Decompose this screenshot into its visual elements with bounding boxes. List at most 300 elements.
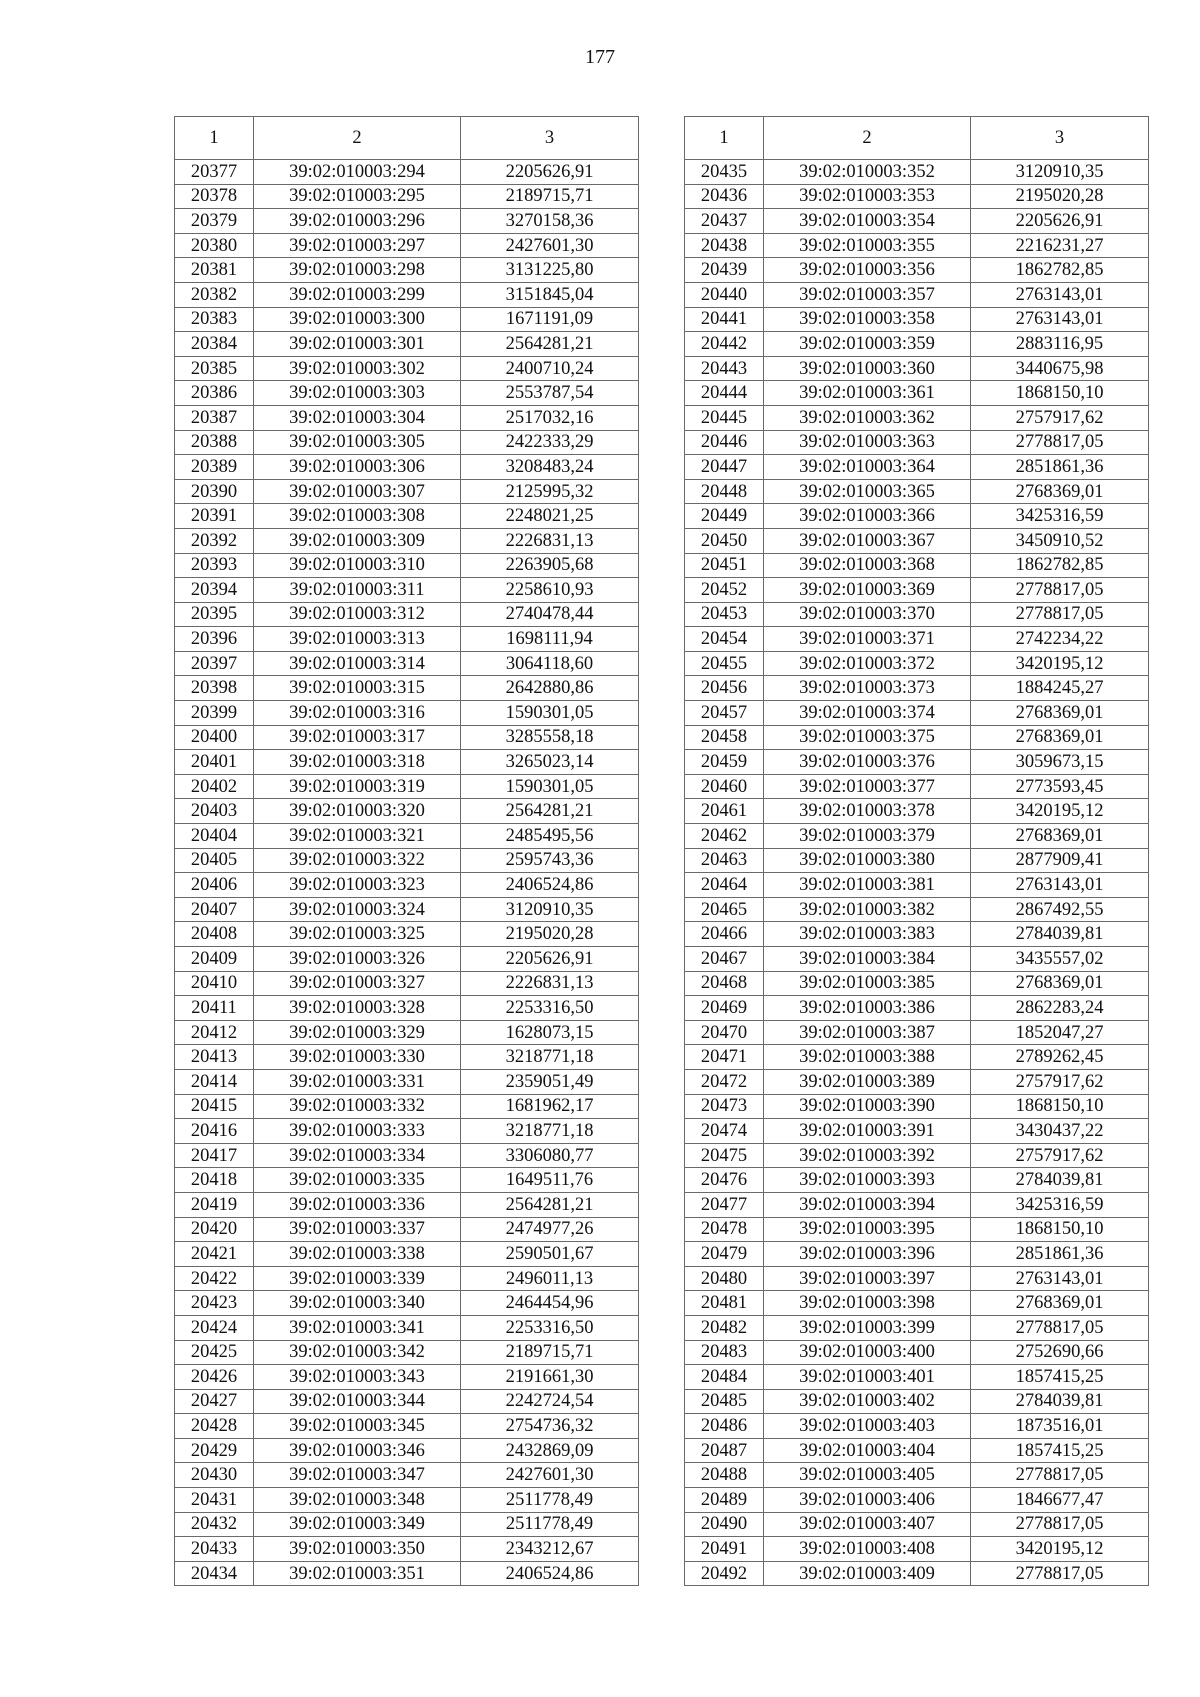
table-row xyxy=(175,799,639,824)
value-cell: 2778817,05 xyxy=(971,1463,1149,1488)
cadastral-number-cell: 39:02:010003:353 xyxy=(764,184,971,209)
table-row xyxy=(175,1414,639,1439)
cadastral-number-cell: 39:02:010003:358 xyxy=(764,307,971,332)
table-row xyxy=(685,455,1149,480)
table-row xyxy=(685,996,1149,1021)
cadastral-number-cell: 39:02:010003:314 xyxy=(254,651,461,676)
value-cell: 3218771,18 xyxy=(461,1119,639,1144)
row-number-cell: 20458 xyxy=(685,725,764,750)
data-table-left xyxy=(174,116,639,1586)
value-cell: 2595743,36 xyxy=(461,848,639,873)
value-cell: 2763143,01 xyxy=(971,1266,1149,1291)
cadastral-number-cell: 39:02:010003:399 xyxy=(764,1315,971,1340)
row-number-cell: 20483 xyxy=(685,1340,764,1365)
value-cell: 2242724,54 xyxy=(461,1389,639,1414)
cadastral-number-cell: 39:02:010003:331 xyxy=(254,1069,461,1094)
table-row xyxy=(685,897,1149,922)
table-header-row xyxy=(685,117,1149,160)
cadastral-number-cell: 39:02:010003:375 xyxy=(764,725,971,750)
cadastral-number-cell: 39:02:010003:303 xyxy=(254,381,461,406)
value-cell: 2253316,50 xyxy=(461,996,639,1021)
table-row xyxy=(685,209,1149,234)
cadastral-number-cell: 39:02:010003:398 xyxy=(764,1291,971,1316)
row-number-cell: 20481 xyxy=(685,1291,764,1316)
table-row xyxy=(175,504,639,529)
row-number-cell: 20419 xyxy=(175,1192,254,1217)
value-cell: 3208483,24 xyxy=(461,455,639,480)
row-number-cell: 20488 xyxy=(685,1463,764,1488)
cadastral-number-cell: 39:02:010003:296 xyxy=(254,209,461,234)
table-header-row xyxy=(175,117,639,160)
value-cell: 3151845,04 xyxy=(461,282,639,307)
value-cell: 2757917,62 xyxy=(971,1143,1149,1168)
table-row xyxy=(685,1488,1149,1513)
cadastral-number-cell: 39:02:010003:338 xyxy=(254,1242,461,1267)
cadastral-number-cell: 39:02:010003:365 xyxy=(764,479,971,504)
table-row xyxy=(685,1512,1149,1537)
value-cell: 2205626,91 xyxy=(461,160,639,185)
cadastral-number-cell: 39:02:010003:334 xyxy=(254,1143,461,1168)
cadastral-number-cell: 39:02:010003:348 xyxy=(254,1488,461,1513)
row-number-cell: 20432 xyxy=(175,1512,254,1537)
row-number-cell: 20484 xyxy=(685,1365,764,1390)
cadastral-number-cell: 39:02:010003:327 xyxy=(254,971,461,996)
cadastral-number-cell: 39:02:010003:381 xyxy=(764,873,971,898)
table-row xyxy=(175,1537,639,1562)
cadastral-number-cell: 39:02:010003:351 xyxy=(254,1561,461,1586)
cadastral-number-cell: 39:02:010003:319 xyxy=(254,774,461,799)
table-row xyxy=(175,1168,639,1193)
table-row xyxy=(685,282,1149,307)
table-row xyxy=(175,578,639,603)
table-row xyxy=(685,922,1149,947)
table-row xyxy=(175,1143,639,1168)
value-cell: 2740478,44 xyxy=(461,602,639,627)
cadastral-number-cell: 39:02:010003:318 xyxy=(254,750,461,775)
value-cell: 2263905,68 xyxy=(461,553,639,578)
table-row xyxy=(685,479,1149,504)
value-cell: 3306080,77 xyxy=(461,1143,639,1168)
value-cell: 2768369,01 xyxy=(971,479,1149,504)
value-cell: 2763143,01 xyxy=(971,307,1149,332)
value-cell: 2778817,05 xyxy=(971,578,1149,603)
row-number-cell: 20490 xyxy=(685,1512,764,1537)
cadastral-number-cell: 39:02:010003:321 xyxy=(254,824,461,849)
value-cell: 2205626,91 xyxy=(461,947,639,972)
row-number-cell: 20492 xyxy=(685,1561,764,1586)
value-cell: 1868150,10 xyxy=(971,381,1149,406)
cadastral-number-cell: 39:02:010003:339 xyxy=(254,1266,461,1291)
row-number-cell: 20390 xyxy=(175,479,254,504)
value-cell: 1852047,27 xyxy=(971,1020,1149,1045)
cadastral-number-cell: 39:02:010003:309 xyxy=(254,528,461,553)
column-header: 1 xyxy=(175,117,254,160)
value-cell: 2784039,81 xyxy=(971,922,1149,947)
value-cell: 2784039,81 xyxy=(971,1168,1149,1193)
cadastral-number-cell: 39:02:010003:325 xyxy=(254,922,461,947)
row-number-cell: 20427 xyxy=(175,1389,254,1414)
cadastral-number-cell: 39:02:010003:324 xyxy=(254,897,461,922)
cadastral-number-cell: 39:02:010003:370 xyxy=(764,602,971,627)
table-row xyxy=(175,356,639,381)
value-cell: 3120910,35 xyxy=(461,897,639,922)
table-row xyxy=(685,1217,1149,1242)
value-cell: 2778817,05 xyxy=(971,602,1149,627)
table-row xyxy=(175,1045,639,1070)
row-number-cell: 20472 xyxy=(685,1069,764,1094)
value-cell: 2189715,71 xyxy=(461,184,639,209)
value-cell: 1857415,25 xyxy=(971,1438,1149,1463)
column-header: 1 xyxy=(685,117,764,160)
cadastral-number-cell: 39:02:010003:380 xyxy=(764,848,971,873)
value-cell: 2195020,28 xyxy=(971,184,1149,209)
cadastral-number-cell: 39:02:010003:374 xyxy=(764,701,971,726)
value-cell: 3440675,98 xyxy=(971,356,1149,381)
table-row xyxy=(175,651,639,676)
table-row xyxy=(685,356,1149,381)
cadastral-number-cell: 39:02:010003:364 xyxy=(764,455,971,480)
row-number-cell: 20411 xyxy=(175,996,254,1021)
row-number-cell: 20462 xyxy=(685,824,764,849)
row-number-cell: 20398 xyxy=(175,676,254,701)
table-row xyxy=(685,947,1149,972)
cadastral-number-cell: 39:02:010003:343 xyxy=(254,1365,461,1390)
row-number-cell: 20475 xyxy=(685,1143,764,1168)
row-number-cell: 20409 xyxy=(175,947,254,972)
cadastral-number-cell: 39:02:010003:366 xyxy=(764,504,971,529)
table-row xyxy=(685,774,1149,799)
cadastral-number-cell: 39:02:010003:379 xyxy=(764,824,971,849)
page-number: 177 xyxy=(585,46,615,68)
value-cell: 1590301,05 xyxy=(461,701,639,726)
table-row xyxy=(685,160,1149,185)
value-cell: 2406524,86 xyxy=(461,873,639,898)
value-cell: 2226831,13 xyxy=(461,528,639,553)
table-row xyxy=(175,258,639,283)
value-cell: 3425316,59 xyxy=(971,1192,1149,1217)
table-row xyxy=(685,1168,1149,1193)
row-number-cell: 20397 xyxy=(175,651,254,676)
cadastral-number-cell: 39:02:010003:371 xyxy=(764,627,971,652)
value-cell: 2464454,96 xyxy=(461,1291,639,1316)
cadastral-number-cell: 39:02:010003:388 xyxy=(764,1045,971,1070)
table-row xyxy=(685,258,1149,283)
table-row xyxy=(175,1242,639,1267)
value-cell: 2768369,01 xyxy=(971,725,1149,750)
cadastral-number-cell: 39:02:010003:345 xyxy=(254,1414,461,1439)
row-number-cell: 20485 xyxy=(685,1389,764,1414)
row-number-cell: 20479 xyxy=(685,1242,764,1267)
row-number-cell: 20377 xyxy=(175,160,254,185)
row-number-cell: 20489 xyxy=(685,1488,764,1513)
row-number-cell: 20421 xyxy=(175,1242,254,1267)
row-number-cell: 20429 xyxy=(175,1438,254,1463)
row-number-cell: 20433 xyxy=(175,1537,254,1562)
cadastral-number-cell: 39:02:010003:402 xyxy=(764,1389,971,1414)
cadastral-number-cell: 39:02:010003:335 xyxy=(254,1168,461,1193)
value-cell: 2517032,16 xyxy=(461,405,639,430)
row-number-cell: 20436 xyxy=(685,184,764,209)
row-number-cell: 20404 xyxy=(175,824,254,849)
table-row xyxy=(175,307,639,332)
row-number-cell: 20396 xyxy=(175,627,254,652)
value-cell: 2742234,22 xyxy=(971,627,1149,652)
row-number-cell: 20444 xyxy=(685,381,764,406)
value-cell: 2768369,01 xyxy=(971,1291,1149,1316)
value-cell: 2205626,91 xyxy=(971,209,1149,234)
table-row xyxy=(175,553,639,578)
cadastral-number-cell: 39:02:010003:392 xyxy=(764,1143,971,1168)
row-number-cell: 20416 xyxy=(175,1119,254,1144)
row-number-cell: 20430 xyxy=(175,1463,254,1488)
cadastral-number-cell: 39:02:010003:354 xyxy=(764,209,971,234)
row-number-cell: 20394 xyxy=(175,578,254,603)
cadastral-number-cell: 39:02:010003:328 xyxy=(254,996,461,1021)
table-row xyxy=(175,947,639,972)
cadastral-number-cell: 39:02:010003:294 xyxy=(254,160,461,185)
value-cell: 2189715,71 xyxy=(461,1340,639,1365)
value-cell: 1884245,27 xyxy=(971,676,1149,701)
row-number-cell: 20491 xyxy=(685,1537,764,1562)
row-number-cell: 20471 xyxy=(685,1045,764,1070)
cadastral-number-cell: 39:02:010003:313 xyxy=(254,627,461,652)
row-number-cell: 20438 xyxy=(685,233,764,258)
value-cell: 3064118,60 xyxy=(461,651,639,676)
table-row xyxy=(175,873,639,898)
table-row xyxy=(175,405,639,430)
value-cell: 2752690,66 xyxy=(971,1340,1149,1365)
cadastral-number-cell: 39:02:010003:395 xyxy=(764,1217,971,1242)
value-cell: 2778817,05 xyxy=(971,1315,1149,1340)
row-number-cell: 20420 xyxy=(175,1217,254,1242)
table-row xyxy=(175,233,639,258)
row-number-cell: 20388 xyxy=(175,430,254,455)
table-row xyxy=(175,1315,639,1340)
cadastral-number-cell: 39:02:010003:349 xyxy=(254,1512,461,1537)
table-row xyxy=(685,725,1149,750)
cadastral-number-cell: 39:02:010003:316 xyxy=(254,701,461,726)
table-row xyxy=(685,430,1149,455)
value-cell: 3420195,12 xyxy=(971,651,1149,676)
row-number-cell: 20463 xyxy=(685,848,764,873)
row-number-cell: 20406 xyxy=(175,873,254,898)
cadastral-number-cell: 39:02:010003:298 xyxy=(254,258,461,283)
table-row xyxy=(175,1266,639,1291)
cadastral-number-cell: 39:02:010003:302 xyxy=(254,356,461,381)
cadastral-number-cell: 39:02:010003:310 xyxy=(254,553,461,578)
table-row xyxy=(685,971,1149,996)
cadastral-number-cell: 39:02:010003:407 xyxy=(764,1512,971,1537)
row-number-cell: 20431 xyxy=(175,1488,254,1513)
table-row xyxy=(175,1365,639,1390)
value-cell: 1628073,15 xyxy=(461,1020,639,1045)
value-cell: 2191661,30 xyxy=(461,1365,639,1390)
cadastral-number-cell: 39:02:010003:372 xyxy=(764,651,971,676)
table-row xyxy=(175,455,639,480)
cadastral-number-cell: 39:02:010003:300 xyxy=(254,307,461,332)
table-row xyxy=(175,1561,639,1586)
cadastral-number-cell: 39:02:010003:336 xyxy=(254,1192,461,1217)
cadastral-number-cell: 39:02:010003:360 xyxy=(764,356,971,381)
value-cell: 2564281,21 xyxy=(461,1192,639,1217)
row-number-cell: 20425 xyxy=(175,1340,254,1365)
row-number-cell: 20393 xyxy=(175,553,254,578)
row-number-cell: 20487 xyxy=(685,1438,764,1463)
value-cell: 2590501,67 xyxy=(461,1242,639,1267)
value-cell: 2768369,01 xyxy=(971,971,1149,996)
value-cell: 2768369,01 xyxy=(971,701,1149,726)
cadastral-number-cell: 39:02:010003:305 xyxy=(254,430,461,455)
row-number-cell: 20437 xyxy=(685,209,764,234)
value-cell: 3120910,35 xyxy=(971,160,1149,185)
cadastral-number-cell: 39:02:010003:382 xyxy=(764,897,971,922)
table-row xyxy=(685,1020,1149,1045)
table-row xyxy=(685,1463,1149,1488)
cadastral-number-cell: 39:02:010003:409 xyxy=(764,1561,971,1586)
row-number-cell: 20448 xyxy=(685,479,764,504)
row-number-cell: 20477 xyxy=(685,1192,764,1217)
row-number-cell: 20476 xyxy=(685,1168,764,1193)
cadastral-number-cell: 39:02:010003:368 xyxy=(764,553,971,578)
table-row xyxy=(685,848,1149,873)
row-number-cell: 20391 xyxy=(175,504,254,529)
cadastral-number-cell: 39:02:010003:340 xyxy=(254,1291,461,1316)
table-row xyxy=(175,676,639,701)
value-cell: 3285558,18 xyxy=(461,725,639,750)
row-number-cell: 20460 xyxy=(685,774,764,799)
cadastral-number-cell: 39:02:010003:317 xyxy=(254,725,461,750)
value-cell: 1857415,25 xyxy=(971,1365,1149,1390)
table-row xyxy=(685,799,1149,824)
row-number-cell: 20480 xyxy=(685,1266,764,1291)
value-cell: 1868150,10 xyxy=(971,1094,1149,1119)
row-number-cell: 20384 xyxy=(175,332,254,357)
row-number-cell: 20399 xyxy=(175,701,254,726)
table-row xyxy=(685,1119,1149,1144)
value-cell: 2359051,49 xyxy=(461,1069,639,1094)
cadastral-number-cell: 39:02:010003:356 xyxy=(764,258,971,283)
table-row xyxy=(175,971,639,996)
row-number-cell: 20459 xyxy=(685,750,764,775)
cadastral-number-cell: 39:02:010003:359 xyxy=(764,332,971,357)
table-row xyxy=(175,282,639,307)
table-row xyxy=(175,774,639,799)
row-number-cell: 20447 xyxy=(685,455,764,480)
table-row xyxy=(685,1438,1149,1463)
cadastral-number-cell: 39:02:010003:378 xyxy=(764,799,971,824)
table-row xyxy=(685,1045,1149,1070)
cadastral-number-cell: 39:02:010003:329 xyxy=(254,1020,461,1045)
value-cell: 2768369,01 xyxy=(971,824,1149,849)
row-number-cell: 20385 xyxy=(175,356,254,381)
table-row xyxy=(175,725,639,750)
table-row xyxy=(685,1315,1149,1340)
table-row xyxy=(685,651,1149,676)
value-cell: 1698111,94 xyxy=(461,627,639,652)
row-number-cell: 20423 xyxy=(175,1291,254,1316)
row-number-cell: 20389 xyxy=(175,455,254,480)
value-cell: 1868150,10 xyxy=(971,1217,1149,1242)
row-number-cell: 20412 xyxy=(175,1020,254,1045)
table-row xyxy=(175,184,639,209)
table-row xyxy=(175,627,639,652)
cadastral-number-cell: 39:02:010003:333 xyxy=(254,1119,461,1144)
table-row xyxy=(175,1291,639,1316)
cadastral-number-cell: 39:02:010003:326 xyxy=(254,947,461,972)
table-row xyxy=(685,1291,1149,1316)
table-row xyxy=(175,1020,639,1045)
value-cell: 3218771,18 xyxy=(461,1045,639,1070)
row-number-cell: 20434 xyxy=(175,1561,254,1586)
table-row xyxy=(175,1488,639,1513)
cadastral-number-cell: 39:02:010003:377 xyxy=(764,774,971,799)
row-number-cell: 20395 xyxy=(175,602,254,627)
cadastral-number-cell: 39:02:010003:346 xyxy=(254,1438,461,1463)
cadastral-number-cell: 39:02:010003:344 xyxy=(254,1389,461,1414)
cadastral-number-cell: 39:02:010003:403 xyxy=(764,1414,971,1439)
value-cell: 2778817,05 xyxy=(971,1512,1149,1537)
value-cell: 2757917,62 xyxy=(971,405,1149,430)
row-number-cell: 20443 xyxy=(685,356,764,381)
row-number-cell: 20403 xyxy=(175,799,254,824)
row-number-cell: 20401 xyxy=(175,750,254,775)
value-cell: 3059673,15 xyxy=(971,750,1149,775)
table-row xyxy=(175,1119,639,1144)
data-table-right xyxy=(684,116,1149,1586)
value-cell: 1846677,47 xyxy=(971,1488,1149,1513)
table-row xyxy=(685,528,1149,553)
value-cell: 2258610,93 xyxy=(461,578,639,603)
value-cell: 1681962,17 xyxy=(461,1094,639,1119)
column-header: 2 xyxy=(254,117,461,160)
cadastral-number-cell: 39:02:010003:311 xyxy=(254,578,461,603)
row-number-cell: 20465 xyxy=(685,897,764,922)
value-cell: 2754736,32 xyxy=(461,1414,639,1439)
row-number-cell: 20413 xyxy=(175,1045,254,1070)
cadastral-number-cell: 39:02:010003:394 xyxy=(764,1192,971,1217)
value-cell: 2883116,95 xyxy=(971,332,1149,357)
table-row xyxy=(175,824,639,849)
row-number-cell: 20386 xyxy=(175,381,254,406)
row-number-cell: 20450 xyxy=(685,528,764,553)
value-cell: 2427601,30 xyxy=(461,233,639,258)
table-row xyxy=(175,1217,639,1242)
row-number-cell: 20473 xyxy=(685,1094,764,1119)
value-cell: 3420195,12 xyxy=(971,799,1149,824)
value-cell: 2564281,21 xyxy=(461,799,639,824)
value-cell: 2195020,28 xyxy=(461,922,639,947)
table-row xyxy=(175,848,639,873)
cadastral-number-cell: 39:02:010003:330 xyxy=(254,1045,461,1070)
table-row xyxy=(175,897,639,922)
value-cell: 2763143,01 xyxy=(971,873,1149,898)
table-row xyxy=(175,1094,639,1119)
table-row xyxy=(685,405,1149,430)
table-row xyxy=(685,307,1149,332)
cadastral-number-cell: 39:02:010003:357 xyxy=(764,282,971,307)
value-cell: 2422333,29 xyxy=(461,430,639,455)
row-number-cell: 20469 xyxy=(685,996,764,1021)
value-cell: 2474977,26 xyxy=(461,1217,639,1242)
value-cell: 3131225,80 xyxy=(461,258,639,283)
value-cell: 2496011,13 xyxy=(461,1266,639,1291)
table-row xyxy=(685,701,1149,726)
cadastral-number-cell: 39:02:010003:390 xyxy=(764,1094,971,1119)
row-number-cell: 20428 xyxy=(175,1414,254,1439)
row-number-cell: 20456 xyxy=(685,676,764,701)
value-cell: 3430437,22 xyxy=(971,1119,1149,1144)
table-row xyxy=(685,1365,1149,1390)
